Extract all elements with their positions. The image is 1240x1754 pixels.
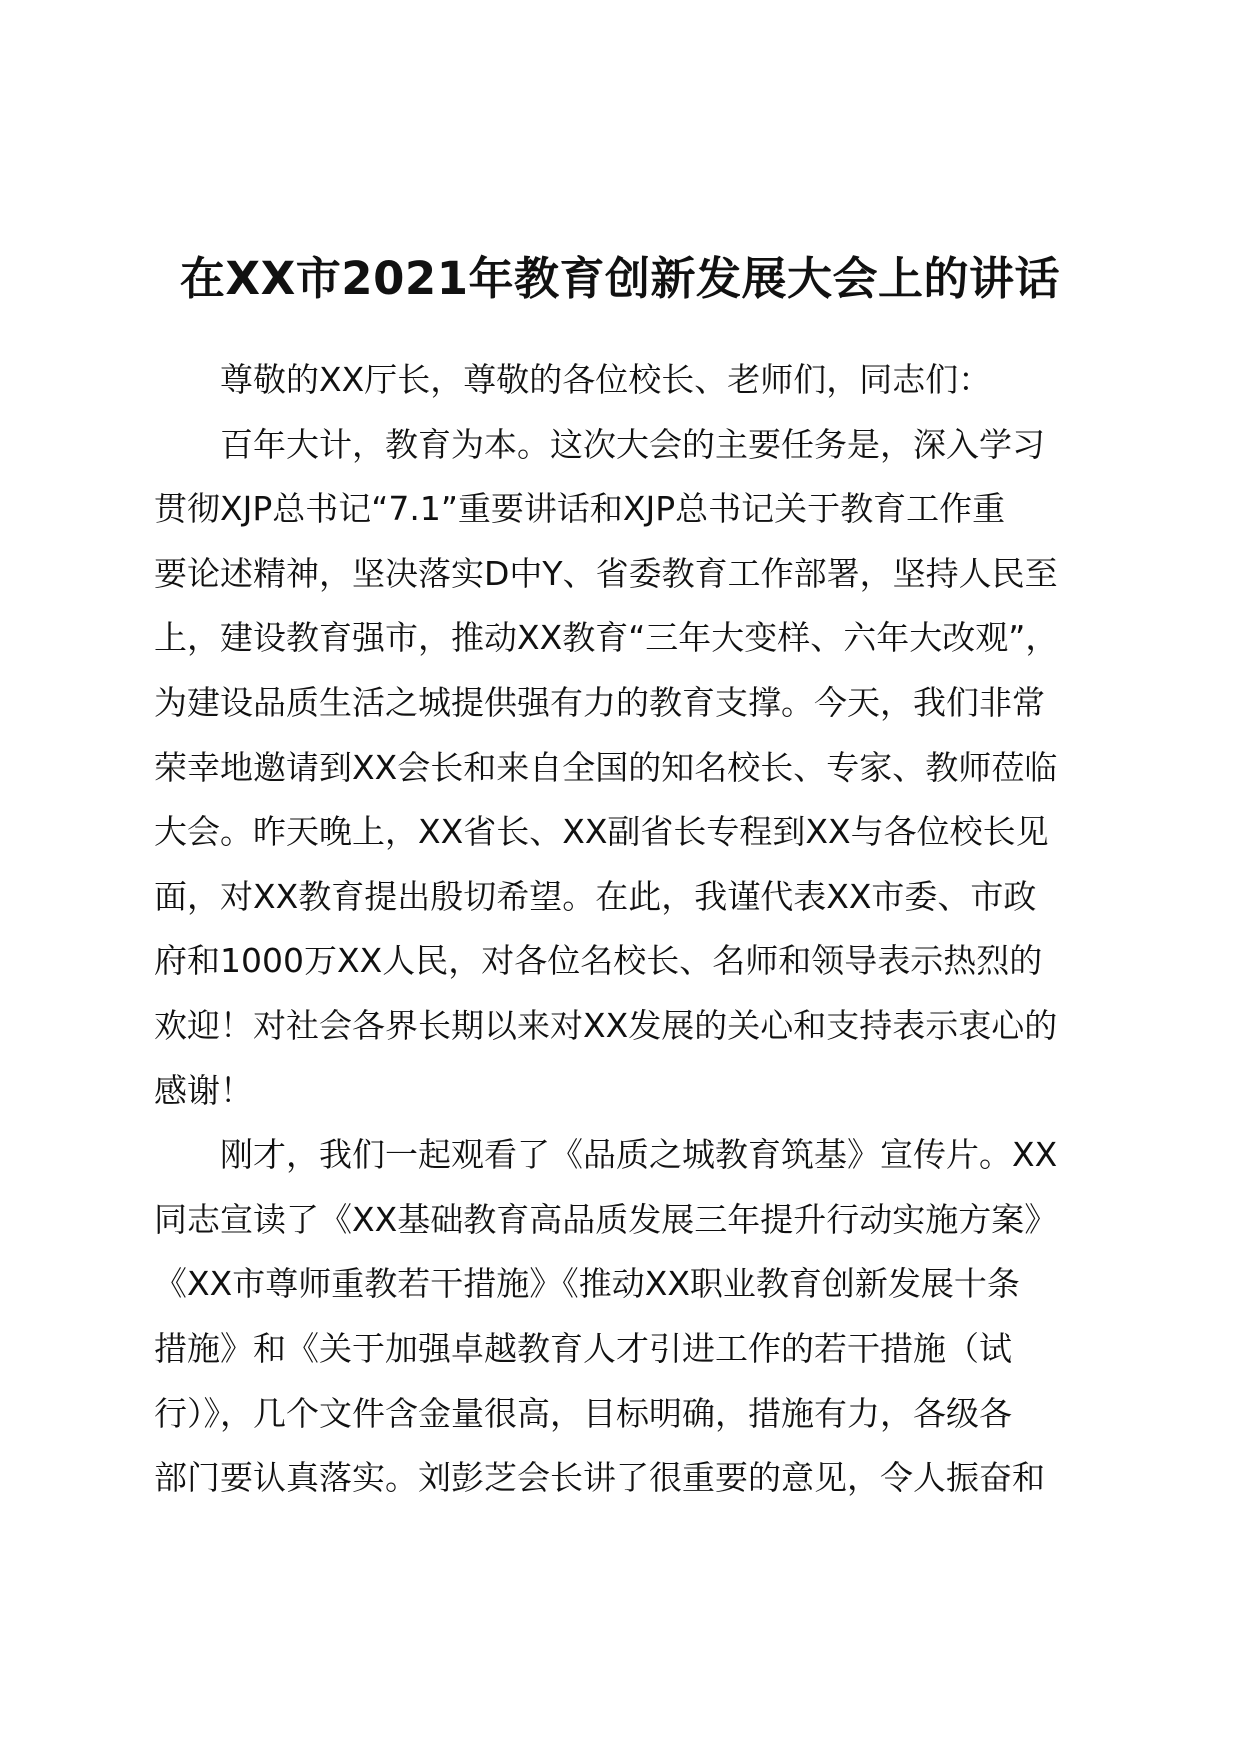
paragraph-line: 百年大计，教育为本。这次大会的主要任务是，深入学习 xyxy=(220,424,1045,464)
paragraph-line: 部门要认真落实。刘彭芝会长讲了很重要的意见，令人振奋和 xyxy=(154,1458,1045,1498)
paragraph-line: 贯彻XJP总书记“7.1”重要讲话和XJP总书记关于教育工作重 xyxy=(154,489,1006,529)
paragraph-line: 要论述精神，坚决落实D中Y、省委教育工作部署，坚持人民至 xyxy=(154,553,1058,593)
paragraph-line: 上，建设教育强市，推动XX教育“三年大变样、六年大改观”， xyxy=(154,618,1059,658)
document-title: 在XX市2021年教育创新发展大会上的讲话 xyxy=(179,252,1061,305)
document-body xyxy=(154,348,1094,1511)
paragraph-1 xyxy=(154,413,1094,1124)
paragraph-line: 府和1000万XX人民，对各位名校长、名师和领导表示热烈的 xyxy=(154,941,1043,981)
paragraph-line: 欢迎！对社会各界长期以来对XX发展的关心和支持表示衷心的 xyxy=(154,1005,1058,1045)
paragraph-line: 行）》，几个文件含金量很高，目标明确，措施有力，各级各 xyxy=(154,1393,1012,1433)
paragraph-2 xyxy=(154,1123,1094,1511)
paragraph-line: 刚才，我们一起观看了《品质之城教育筑基》宣传片。XX xyxy=(220,1135,1058,1175)
salutation: 尊敬的XX厅长，尊敬的各位校长、老师们，同志们： xyxy=(220,360,992,399)
paragraph-line: 感谢！ xyxy=(154,1070,253,1110)
paragraph-line: 面，对XX教育提出殷切希望。在此，我谨代表XX市委、市政 xyxy=(154,876,1037,916)
paragraph-line: 同志宣读了《XX基础教育高品质发展三年提升行动实施方案》 xyxy=(154,1199,1058,1239)
paragraph-line: 荣幸地邀请到XX会长和来自全国的知名校长、专家、教师莅临 xyxy=(154,747,1058,787)
paragraph-line: 措施》和《关于加强卓越教育人才引进工作的若干措施（试 xyxy=(154,1328,1012,1368)
paragraph-line: 大会。昨天晚上，XX省长、XX副省长专程到XX与各位校长见 xyxy=(154,812,1049,852)
paragraph-line: 为建设品质生活之城提供强有力的教育支撑。今天，我们非常 xyxy=(154,682,1045,722)
paragraph-line: 《XX市尊师重教若干措施》《推动XX职业教育创新发展十条 xyxy=(154,1264,1020,1304)
